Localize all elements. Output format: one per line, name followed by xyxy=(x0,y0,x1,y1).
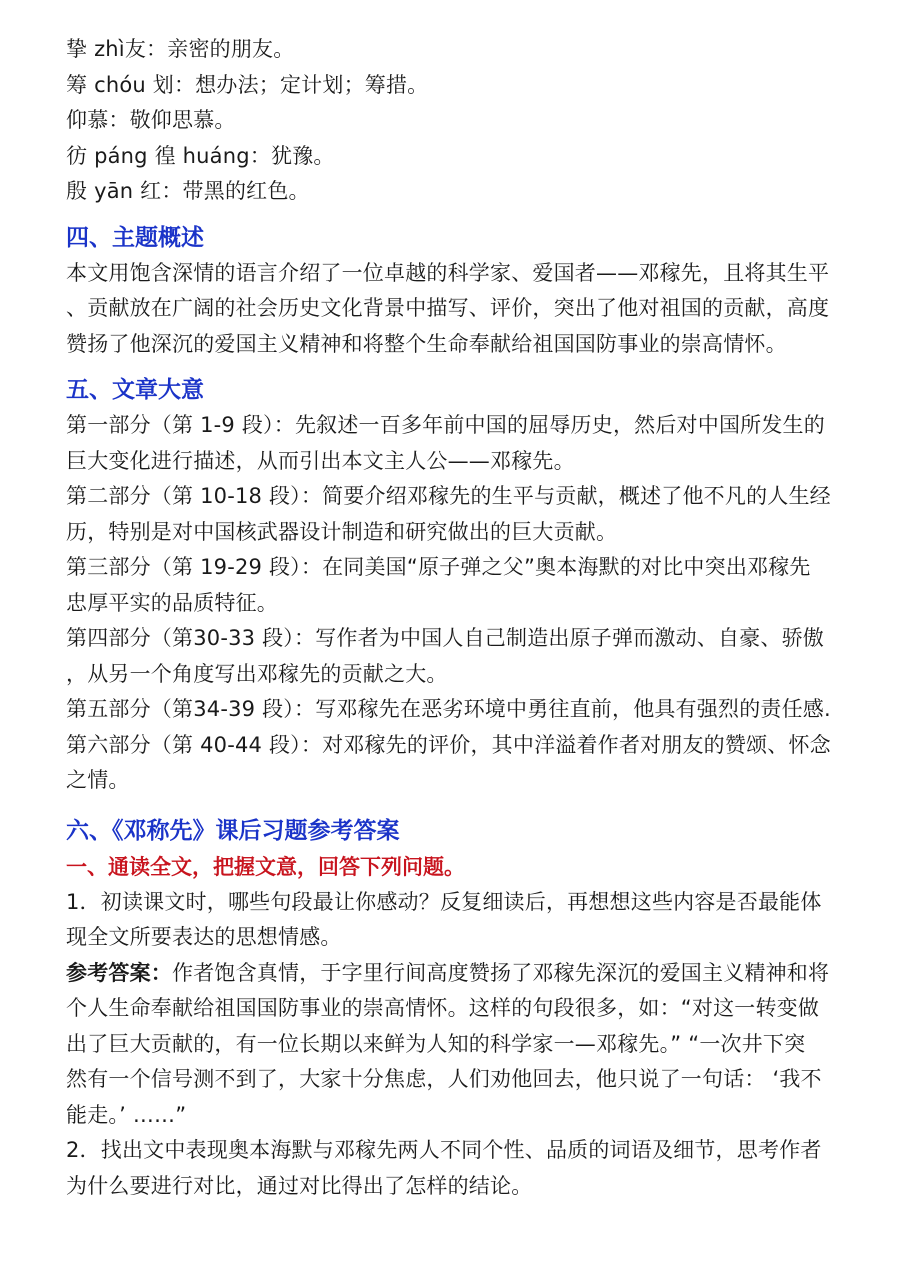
answer-line: 出了巨大贡献的，有一位长期以来鲜为人知的科学家一—邓稼先。” “一次井下突 xyxy=(66,1031,806,1056)
paragraph-line: 第三部分（第 19-29 段）：在同美国“原子弹之父”奥本海默的对比中突出邓稼先 xyxy=(66,555,811,579)
paragraph-line: 巨大变化进行描述，从而引出本文主人公——邓稼先。 xyxy=(66,448,575,473)
paragraph-line: 、贡献放在广阔的社会历史文化背景中描写、评价，突出了他对祖国的贡献，高度 xyxy=(66,296,830,320)
paragraph-line: 第二部分（第 10-18 段）：简要介绍邓稼先的生平与贡献，概述了他不凡的人生经 xyxy=(66,484,831,508)
paragraph-line: 第六部分（第 40-44 段）：对邓稼先的评价，其中洋溢着作者对朋友的赞颂、怀念 xyxy=(66,732,831,757)
paragraph-line: 历，特别是对中国核武器设计制造和研究做出的巨大贡献。 xyxy=(66,519,618,544)
question-line: 为什么要进行对比，通过对比得出了怎样的结论。 xyxy=(66,1173,533,1198)
question-line: 2．找出文中表现奥本海默与邓稼先两人不同个性、品质的词语及细节，思考作者 xyxy=(66,1138,822,1162)
vocab-item: 挚 zhì友：亲密的朋友。 xyxy=(66,37,295,61)
paragraph-line: 之情。 xyxy=(66,768,130,792)
summary-paragraphs xyxy=(66,408,856,799)
answer-line: 个人生命奉献给祖国国防事业的崇高情怀。这样的句段很多，如：“对这一转变做 xyxy=(66,996,820,1020)
answer-line: 能走。’ ……” xyxy=(66,1102,187,1127)
answer-first-line xyxy=(66,956,856,992)
answer-1 xyxy=(66,956,856,1134)
document-page xyxy=(66,32,856,1204)
answer-text: 作者饱含真情，于字里行间高度赞扬了邓稼先深沉的爱国主义精神和将 xyxy=(172,960,830,985)
section-heading-exercises: 六、《邓称先》课后习题参考答案 xyxy=(66,817,400,844)
answer-line: 然有一个信号测不到了，大家十分焦虑，人们劝他回去，他只说了一句话： ‘我不 xyxy=(66,1067,822,1091)
theme-paragraph xyxy=(66,256,856,363)
vocab-item: 筹 chóu 划：想办法；定计划；筹措。 xyxy=(66,72,429,97)
vocab-list xyxy=(66,32,856,210)
exercise-subheading: 一、通读全文，把握文意，回答下列问题。 xyxy=(66,854,465,879)
paragraph-line: 第四部分（第30-33 段）：写作者为中国人自己制造出原子弹而激动、自豪、骄傲 xyxy=(66,626,824,650)
question-line: 1．初读课文时，哪些句段最让你感动？反复细读后，再想想这些内容是否最能体 xyxy=(66,889,822,914)
paragraph-line: 赞扬了他深沉的爱国主义精神和将整个生命奉献给祖国国防事业的崇高情怀。 xyxy=(66,331,787,356)
answer-label: 参考答案： xyxy=(66,960,172,985)
paragraph-line: ，从另一个角度写出邓稼先的贡献之大。 xyxy=(66,661,448,686)
paragraph-line: 第五部分（第34-39 段）：写邓稼先在恶劣环境中勇往直前，他具有强烈的责任感. xyxy=(66,697,831,721)
paragraph-line: 第一部分（第 1-9 段）：先叙述一百多年前中国的屈辱历史，然后对中国所发生的 xyxy=(66,413,825,437)
vocab-item: 仰慕：敬仰思慕。 xyxy=(66,108,236,132)
section-heading-theme: 四、主题概述 xyxy=(66,224,204,251)
section-heading-summary: 五、文章大意 xyxy=(66,377,204,403)
vocab-item: 彷 páng 徨 huáng：犹豫。 xyxy=(66,143,335,168)
vocab-item: 殷 yān 红：带黑的红色。 xyxy=(66,179,310,203)
paragraph-line: 本文用饱含深情的语言介绍了一位卓越的科学家、爱国者——邓稼先，且将其生平 xyxy=(66,260,830,285)
question-2 xyxy=(66,1133,856,1204)
question-1 xyxy=(66,885,856,956)
paragraph-line: 忠厚平实的品质特征。 xyxy=(66,590,278,615)
question-line: 现全文所要表达的思想情感。 xyxy=(66,925,342,949)
